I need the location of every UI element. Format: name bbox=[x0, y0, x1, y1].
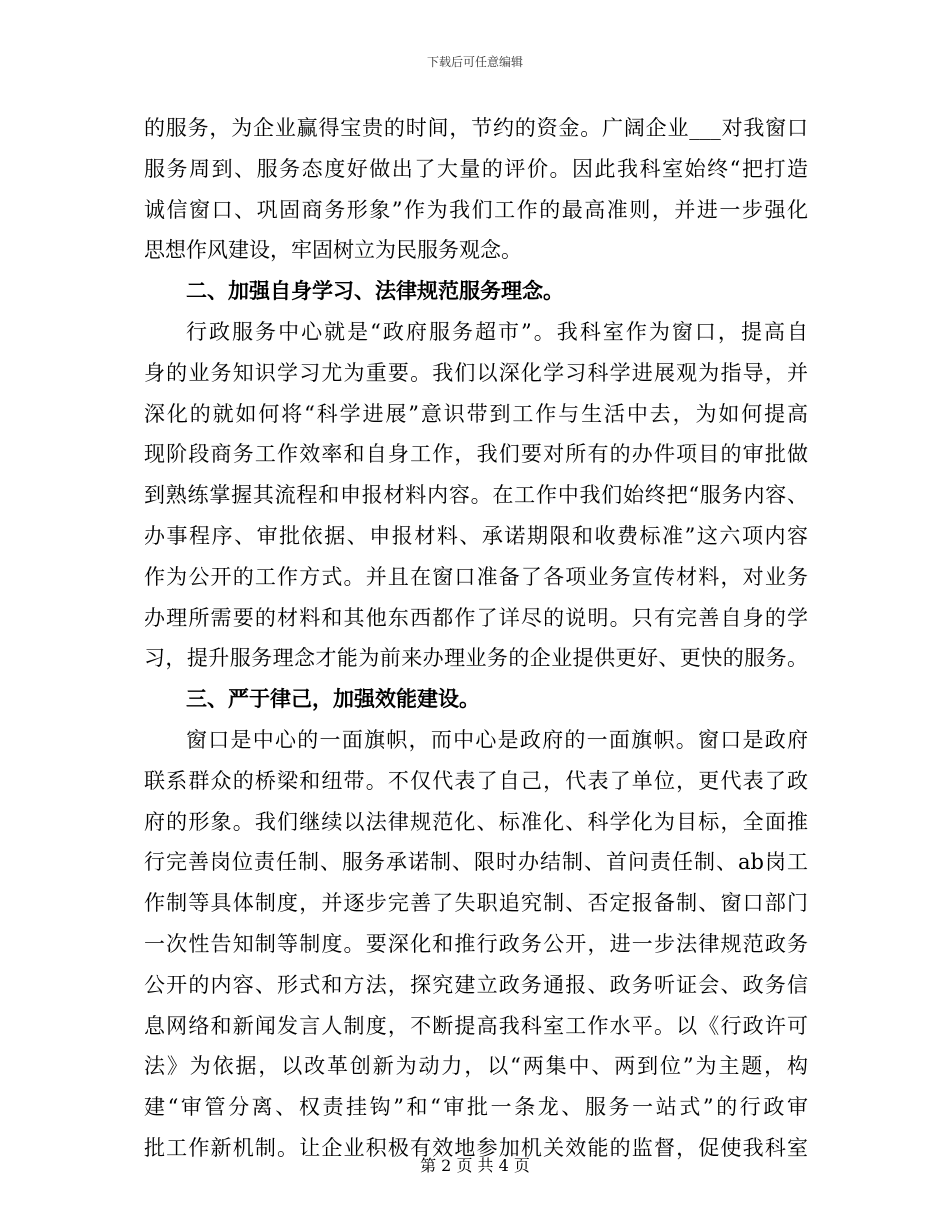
paragraph-learning bbox=[144, 312, 808, 679]
text-line: 服务周到、服务态度好做出了大量的评价。因此我科室始终“把打造 bbox=[144, 156, 808, 181]
text-line: 诚信窗口、巩固商务形象”作为我们工作的最高准则，并进一步强化 bbox=[144, 197, 808, 222]
section-heading-2: 二、加强自身学习、法律规范服务理念。 bbox=[186, 278, 564, 304]
text-line: 的服务，为企业赢得宝贵的时间，节约的资金。广阔企业___对我窗口 bbox=[144, 116, 808, 140]
text-line: 府的形象。我们继续以法律规范化、标准化、科学化为目标，全面推 bbox=[144, 809, 808, 834]
text-line: 身的业务知识学习尤为重要。我们以深化学习科学进展观为指导，并 bbox=[144, 360, 808, 385]
text-line: 办事程序、审批依据、申报材料、承诺期限和收费标准”这六项内容 bbox=[144, 523, 808, 548]
text-line: 习，提升服务理念才能为前来办理业务的企业提供更好、更快的服务。 bbox=[144, 646, 808, 671]
text-line: 窗口是中心的一面旗帜，而中心是政府的一面旗帜。窗口是政府 bbox=[186, 727, 808, 752]
text-line: 建“审管分离、权责挂钩”和“审批一条龙、服务一站式”的行政审 bbox=[144, 1095, 808, 1120]
text-line: 行政服务中心就是“政府服务超市”。我科室作为窗口，提高自 bbox=[186, 319, 808, 344]
paragraph-efficiency bbox=[144, 720, 808, 1169]
document-body bbox=[144, 108, 808, 1169]
text-line: 一次性告知制等制度。要深化和推行政务公开，进一步法律规范政务 bbox=[144, 931, 808, 956]
text-line: 作制等具体制度，并逐步完善了失职追究制、否定报备制、窗口部门 bbox=[144, 891, 808, 916]
paragraph-service bbox=[144, 108, 808, 271]
text-line: 深化的就如何将“科学进展”意识带到工作与生活中去，为如何提高 bbox=[144, 401, 808, 426]
page-footer: 第 2 页 共 4 页 bbox=[420, 1156, 530, 1175]
section-heading-3: 三、严于律己，加强效能建设。 bbox=[186, 686, 480, 712]
text-line: 到熟练掌握其流程和申报材料内容。在工作中我们始终把“服务内容、 bbox=[144, 483, 808, 508]
text-line: 息网络和新闻发言人制度，不断提高我科室工作水平。以《行政许可 bbox=[144, 1013, 808, 1038]
text-line: 办理所需要的材料和其他东西都作了详尽的说明。只有完善自身的学 bbox=[144, 605, 808, 630]
text-line: 现阶段商务工作效率和自身工作，我们要对所有的办件项目的审批做 bbox=[144, 442, 808, 467]
text-line: 作为公开的工作方式。并且在窗口准备了各项业务宣传材料，对业务 bbox=[144, 564, 808, 589]
text-line: 思想作风建设，牢固树立为民服务观念。 bbox=[144, 238, 522, 263]
text-line: 法》为依据，以改革创新为动力，以“两集中、两到位”为主题，构 bbox=[144, 1054, 808, 1079]
page-header: 下载后可任意编辑 bbox=[426, 55, 523, 69]
text-line: 批工作新机制。让企业积极有效地参加机关效能的监督，促使我科室 bbox=[144, 1135, 808, 1160]
text-line: 行完善岗位责任制、服务承诺制、限时办结制、首问责任制、ab岗工 bbox=[144, 850, 808, 875]
text-line: 公开的内容、形式和方法，探究建立政务通报、政务听证会、政务信 bbox=[144, 972, 808, 997]
text-line: 联系群众的桥梁和纽带。不仅代表了自己，代表了单位，更代表了政 bbox=[144, 768, 808, 793]
